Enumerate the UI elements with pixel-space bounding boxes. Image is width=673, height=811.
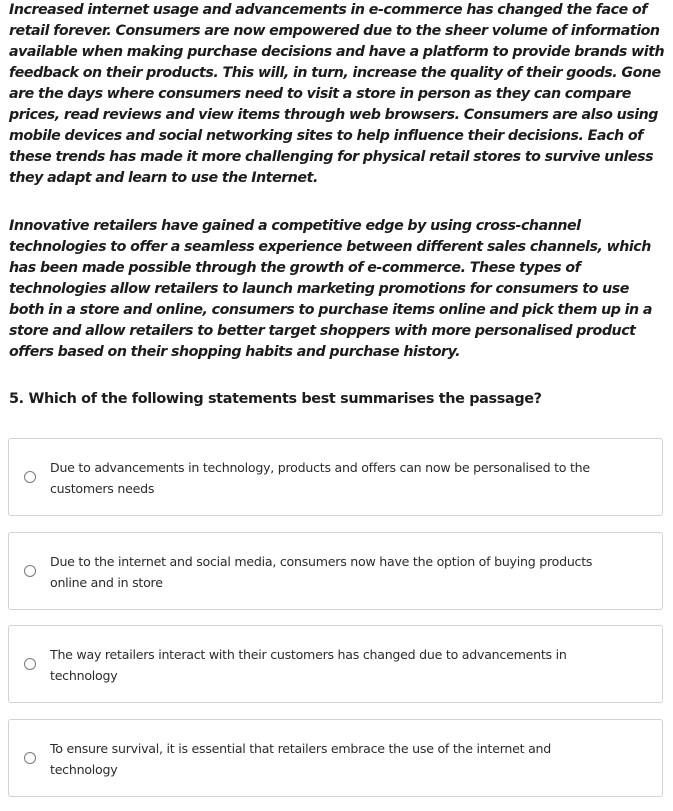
passage-paragraph-2 bbox=[9, 216, 669, 363]
passage-line: Increased internet usage and advancements in e-commerce has changed the face of bbox=[9, 2, 647, 18]
radio-button-icon[interactable] bbox=[24, 658, 36, 670]
radio-button-icon[interactable] bbox=[24, 752, 36, 764]
passage-line: technologies allow retailers to launch marketing promotions for consumers to use bbox=[9, 281, 629, 297]
answer-option-line: customers needs bbox=[50, 481, 155, 496]
passage-line: technologies to offer a seamless experience between different sales channels, which bbox=[9, 239, 651, 255]
passage-line: they adapt and learn to use the Internet. bbox=[9, 170, 318, 186]
passage-line: are the days where consumers need to visit a store in person as they can compare bbox=[9, 86, 631, 102]
answer-option-label bbox=[50, 457, 640, 499]
answer-option-line: Due to the internet and social media, consumers now have the option of buying products bbox=[50, 554, 593, 569]
radio-button-icon[interactable] bbox=[24, 471, 36, 483]
passage-line: mobile devices and social networking sites to help influence their decisions. Each of bbox=[9, 128, 643, 144]
radio-button-icon[interactable] bbox=[24, 565, 36, 577]
passage-line: Innovative retailers have gained a competitive edge by using cross-channel bbox=[9, 218, 581, 234]
passage-line: prices, read reviews and view items through web browsers. Consumers are also using bbox=[9, 107, 658, 123]
passage-paragraph-1 bbox=[9, 0, 669, 189]
passage-line: available when making purchase decisions and have a platform to provide brands with bbox=[9, 44, 665, 60]
answer-option-line: To ensure survival, it is essential that retailers embrace the use of the internet and bbox=[50, 741, 552, 756]
passage-line: has been made possible through the growth of e-commerce. These types of bbox=[9, 260, 581, 276]
answer-option-label bbox=[50, 644, 640, 686]
question-text: 5. Which of the following statements best summarises the passage? bbox=[9, 391, 542, 407]
answer-option-line: online and in store bbox=[50, 575, 163, 590]
passage-line: offers based on their shopping habits and purchase history. bbox=[9, 344, 461, 360]
passage-line: store and allow retailers to better target shoppers with more personalised product bbox=[9, 323, 636, 339]
answer-option-line: Due to advancements in technology, products and offers can now be personalised to the bbox=[50, 460, 590, 475]
answer-option-2[interactable] bbox=[8, 532, 663, 610]
answer-option-3[interactable] bbox=[8, 625, 663, 703]
answer-option-4[interactable] bbox=[8, 719, 663, 797]
passage-line: these trends has made it more challenging for physical retail stores to survive unless bbox=[9, 149, 654, 165]
answer-option-1[interactable] bbox=[8, 438, 663, 516]
answer-option-label bbox=[50, 738, 640, 780]
answer-option-label bbox=[50, 551, 640, 593]
answer-option-line: The way retailers interact with their customers has changed due to advancements in bbox=[50, 647, 567, 662]
passage-line: both in a store and online, consumers to purchase items online and pick them up in a bbox=[9, 302, 653, 318]
answer-option-line: technology bbox=[50, 668, 118, 683]
passage-line: retail forever. Consumers are now empowered due to the sheer volume of information bbox=[9, 23, 660, 39]
answer-option-line: technology bbox=[50, 762, 118, 777]
passage-line: feedback on their products. This will, in turn, increase the quality of their goods. Gone bbox=[9, 65, 661, 81]
